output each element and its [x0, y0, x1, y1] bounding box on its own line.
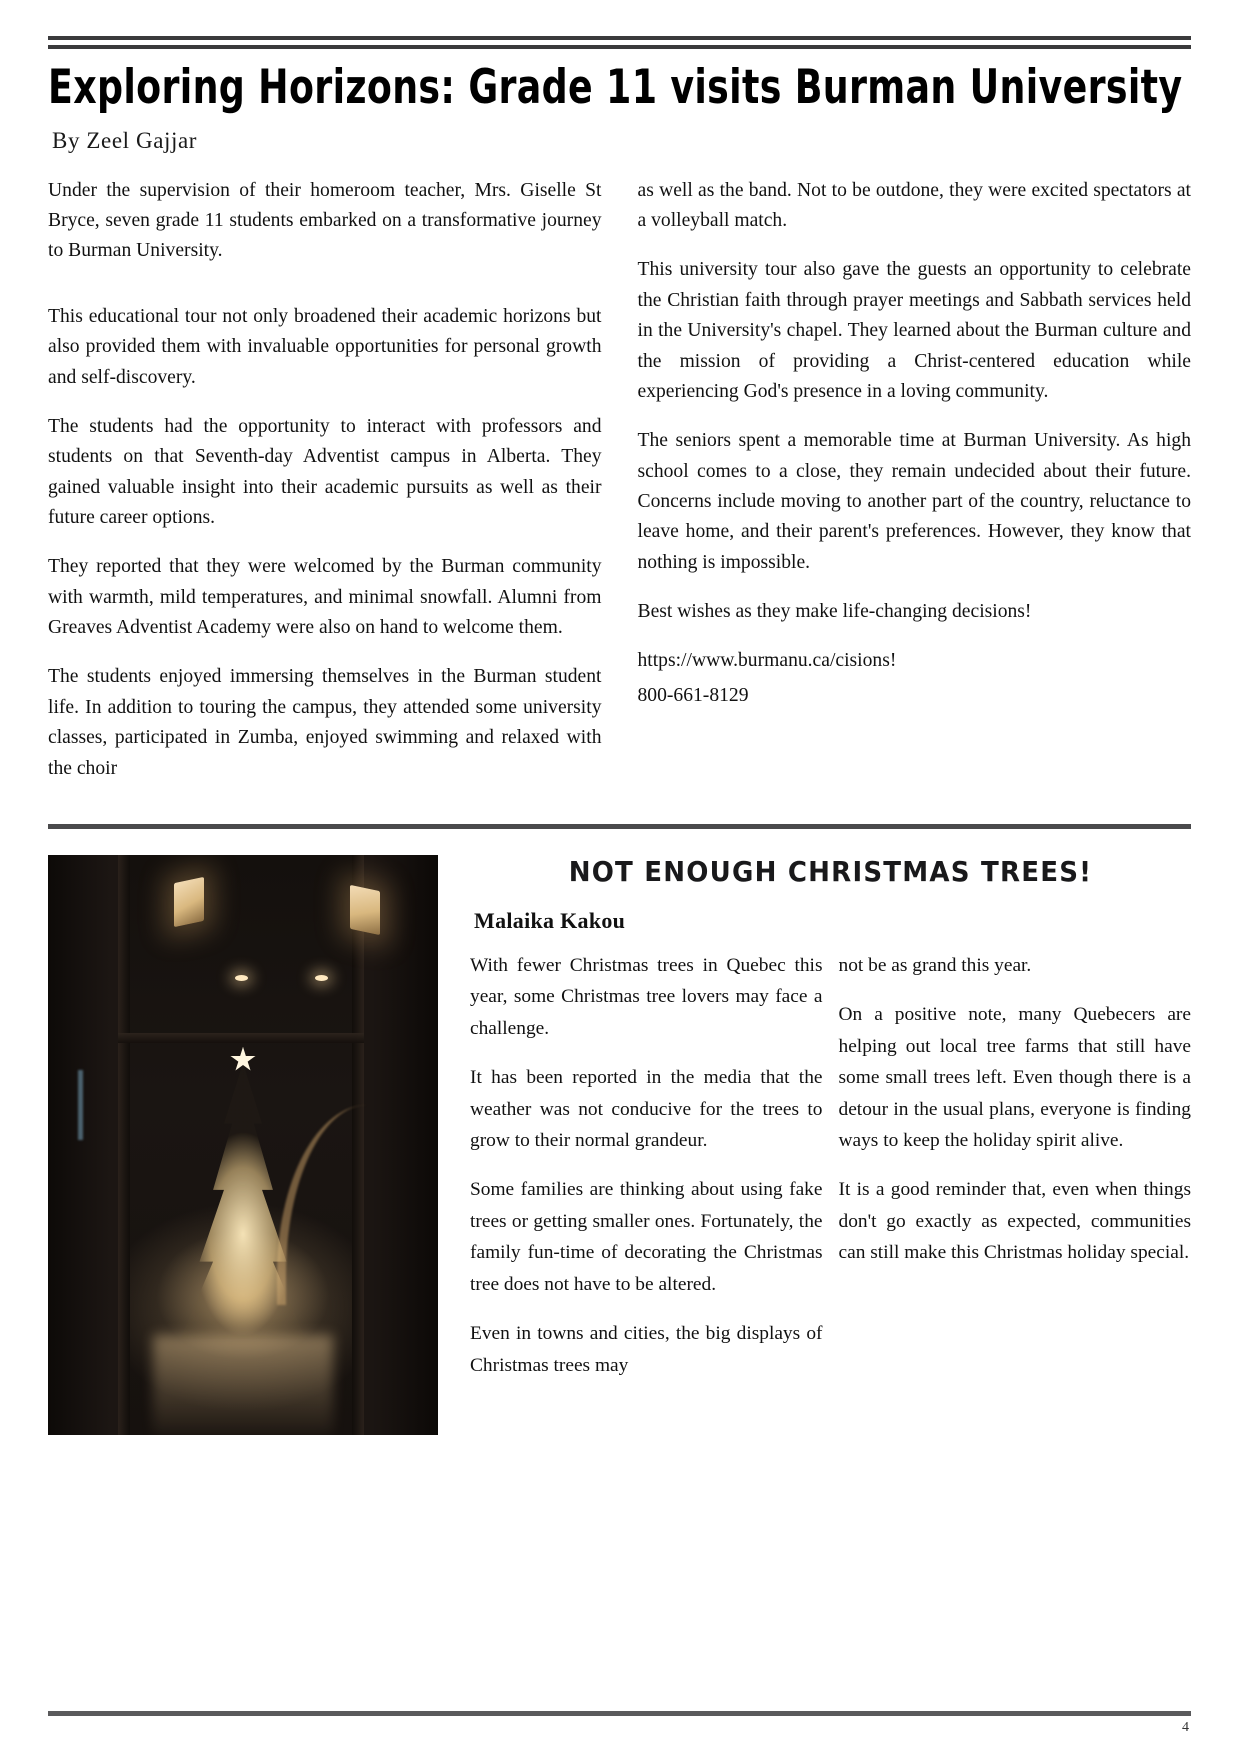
ceiling-downlight-icon: [235, 975, 248, 981]
wall-sconce-right-icon: [350, 885, 380, 935]
paragraph: Some families are thinking about using fake trees or getting smaller ones. Fortunately, the family fun-time of decorating the Christmas tree does not have to be altered.: [470, 1179, 823, 1295]
article1-left-column: [48, 176, 602, 784]
article1-columns: [48, 176, 1191, 784]
paragraph: With fewer Christmas trees in Quebec this year, some Christmas tree lovers may face a challenge.: [470, 954, 823, 1039]
paragraph: It has been reported in the media that the weather was not conducive for the trees to grow to their normal grandeur.: [470, 1067, 823, 1152]
floor-reflection: [153, 1335, 333, 1435]
paragraph: Under the supervision of their homeroom teacher, Mrs. Giselle St Bryce, seven grade 11 students embarked on a transformative journey to Burman University.: [48, 179, 602, 262]
paragraph-spacer: [48, 286, 602, 302]
bottom-rule: [48, 1711, 1191, 1716]
paragraph: The seniors spent a memorable time at Burman University. As high school comes to a close, they remain undecided about their future. Concerns include moving to another part of the country, reluctance to leave home, and their parent's preferences. However, they know that nothing is impossible.: [637, 430, 1191, 573]
article2-right-column: [839, 950, 1192, 1399]
page-number: 4: [1182, 1720, 1189, 1735]
paragraph: Even in towns and cities, the big displays of Christmas trees may: [470, 1323, 823, 1376]
photo-lintel: [118, 1033, 364, 1043]
paragraph: as well as the band. Not to be outdone, they were excited spectators at a volleyball match.: [637, 179, 1191, 232]
contact-url[interactable]: https://www.burmanu.ca/cisions!: [637, 650, 897, 672]
christmas-tree-photo: [48, 855, 438, 1435]
page-footer: [48, 1711, 1191, 1736]
paragraph: The students enjoyed immersing themselves in the Burman student life. In addition to touring the campus, they attended some university classes, participated in Zumba, enjoyed swimming and relaxed with the choir: [48, 666, 602, 779]
paragraph: The students had the opportunity to interact with professors and students on that Seventh-day Adventist campus in Alberta. They gained valuable insight into their academic pursuits as well as their future career options.: [48, 415, 602, 528]
article1-byline: By Zeel Gajjar: [52, 127, 198, 153]
article2-columns: [470, 950, 1191, 1399]
article1-headline: Exploring Horizons: Grade 11 visits Burman University: [48, 60, 1183, 115]
paragraph: It is a good reminder that, even when things don't go exactly as expected, communities can still make this Christmas holiday special.: [838, 1179, 1191, 1264]
paragraph: They reported that they were welcomed by the Burman community with warmth, mild temperatures, and minimal snowfall. Alumni from Greaves Adventist Academy were also on hand to welcome them.: [48, 556, 602, 639]
ceiling-downlight-icon: [315, 975, 328, 981]
article2: [48, 855, 1191, 1435]
wall-sconce-left-icon: [174, 877, 204, 927]
paragraph: not be as grand this year.: [838, 954, 1032, 976]
photo-wall-left: [48, 855, 126, 1435]
article2-photo-wrapper: [48, 855, 438, 1435]
article2-headline: NOT ENOUGH CHRISTMAS TREES!: [568, 854, 1093, 888]
mid-rule: [48, 824, 1191, 829]
contact-phone[interactable]: 800-661-8129: [637, 684, 749, 706]
paragraph: This university tour also gave the guests an opportunity to celebrate the Christian faith through prayer meetings and Sabbath services held in the University's chapel. They learned about the Burman culture and the mission of providing a Christ-centered education while experiencing God's presence in a loving community.: [637, 259, 1191, 402]
article1-right-column: [638, 176, 1192, 784]
article2-left-column: [470, 950, 823, 1399]
photo-blue-stripe: [78, 1070, 83, 1140]
article2-body: [470, 855, 1191, 1435]
article2-author: Malaika Kakou: [474, 907, 626, 933]
paragraph: On a positive note, many Quebecers are helping out local tree farms that still have some small trees left. Even though there is a detour in the usual plans, everyone is finding ways to keep the holiday spirit alive.: [838, 1004, 1191, 1152]
paragraph: This educational tour not only broadened their academic horizons but also provided them with invaluable opportunities for personal growth and self-discovery.: [48, 305, 602, 388]
top-double-rule: [48, 36, 1191, 49]
paragraph: Best wishes as they make life-changing decisions!: [637, 601, 1032, 623]
